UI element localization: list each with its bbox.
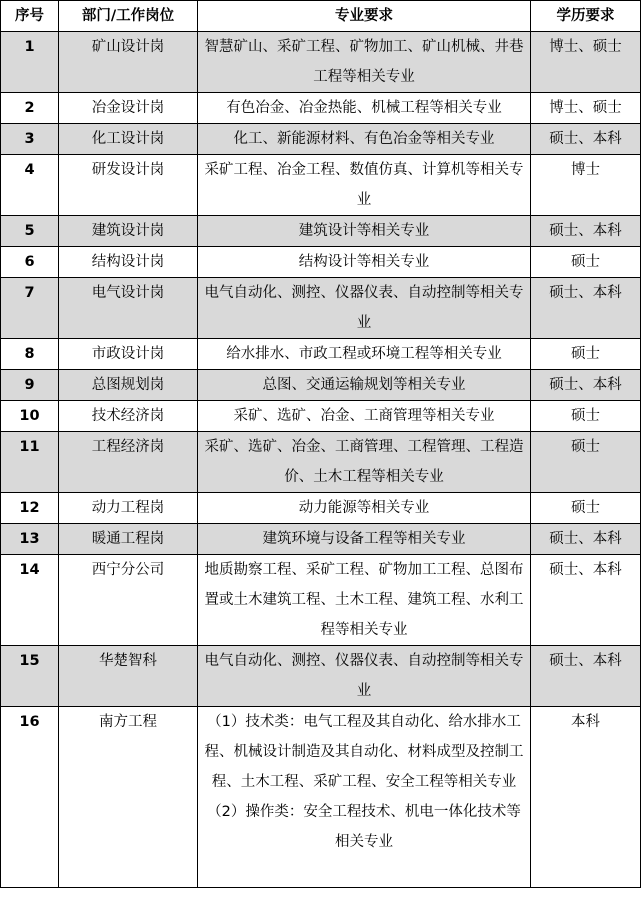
requirements-cell <box>198 124 531 155</box>
header-no: 序号 <box>1 1 59 32</box>
row-number: 1 <box>1 32 59 93</box>
header-dept: 部门/工作岗位 <box>59 1 198 32</box>
dept-cell: 华楚智科 <box>59 646 198 707</box>
row-number: 13 <box>1 524 59 555</box>
requirements-text: 智慧矿山、采矿工程、矿物加工、矿山机械、井巷工程等相关专业 <box>204 39 524 85</box>
education-cell: 硕士、本科 <box>531 124 641 155</box>
table-row <box>1 432 641 493</box>
table-row <box>1 32 641 93</box>
requirements-cell <box>198 370 531 401</box>
education-cell: 硕士、本科 <box>531 524 641 555</box>
table-row <box>1 524 641 555</box>
requirements-text: 结构设计等相关专业 <box>298 254 430 270</box>
dept-cell: 暖通工程岗 <box>59 524 198 555</box>
requirements-text: 化工、新能源材料、有色冶金等相关专业 <box>233 131 495 147</box>
table-row <box>1 370 641 401</box>
header-row <box>1 1 641 32</box>
dept-cell: 总图规划岗 <box>59 370 198 401</box>
table-row <box>1 707 641 888</box>
requirements-cell <box>198 93 531 124</box>
dept-cell: 结构设计岗 <box>59 247 198 278</box>
dept-cell: 建筑设计岗 <box>59 216 198 247</box>
education-cell: 硕士 <box>531 493 641 524</box>
requirements-cell <box>198 32 531 93</box>
dept-cell: 电气设计岗 <box>59 278 198 339</box>
requirements-cell <box>198 493 531 524</box>
dept-cell: 矿山设计岗 <box>59 32 198 93</box>
requirements-cell <box>198 555 531 646</box>
requirements-text: 采矿工程、冶金工程、数值仿真、计算机等相关专业 <box>204 162 524 208</box>
education-cell: 硕士 <box>531 401 641 432</box>
table-row <box>1 555 641 646</box>
requirements-cell <box>198 524 531 555</box>
row-number: 15 <box>1 646 59 707</box>
header-requirements: 专业要求 <box>198 1 531 32</box>
table-row <box>1 339 641 370</box>
row-number: 5 <box>1 216 59 247</box>
requirements-text: 有色冶金、冶金热能、机械工程等相关专业 <box>226 100 502 116</box>
education-cell: 硕士 <box>531 432 641 493</box>
row-number: 6 <box>1 247 59 278</box>
dept-cell: 研发设计岗 <box>59 155 198 216</box>
table-row <box>1 155 641 216</box>
dept-cell: 技术经济岗 <box>59 401 198 432</box>
requirements-cell <box>198 278 531 339</box>
row-number: 3 <box>1 124 59 155</box>
education-cell: 博士 <box>531 155 641 216</box>
education-cell: 博士、硕士 <box>531 32 641 93</box>
dept-cell: 南方工程 <box>59 707 198 888</box>
requirements-text: 采矿、选矿、冶金、工商管理等相关专业 <box>233 408 495 424</box>
row-number: 7 <box>1 278 59 339</box>
requirements-cell <box>198 247 531 278</box>
requirements-cell <box>198 646 531 707</box>
requirements-cell <box>198 707 531 888</box>
row-number: 4 <box>1 155 59 216</box>
table-body <box>1 32 641 888</box>
requirements-text: 电气自动化、测控、仪器仪表、自动控制等相关专业 <box>204 285 524 331</box>
row-number: 11 <box>1 432 59 493</box>
requirements-text: 总图、交通运输规划等相关专业 <box>262 377 466 393</box>
requirements-text: 给水排水、市政工程或环境工程等相关专业 <box>226 346 502 362</box>
table-row <box>1 278 641 339</box>
requirements-cell <box>198 432 531 493</box>
row-number: 12 <box>1 493 59 524</box>
row-number: 9 <box>1 370 59 401</box>
table-row <box>1 401 641 432</box>
requirements-cell <box>198 216 531 247</box>
table-row <box>1 216 641 247</box>
dept-cell: 工程经济岗 <box>59 432 198 493</box>
row-number: 14 <box>1 555 59 646</box>
header-education: 学历要求 <box>531 1 641 32</box>
requirements-text: 建筑设计等相关专业 <box>298 223 430 239</box>
requirements-cell <box>198 339 531 370</box>
table-row <box>1 124 641 155</box>
requirements-text: 动力能源等相关专业 <box>298 500 430 516</box>
education-cell: 硕士、本科 <box>531 278 641 339</box>
education-cell: 硕士 <box>531 339 641 370</box>
education-cell: 本科 <box>531 707 641 888</box>
education-cell: 硕士 <box>531 247 641 278</box>
education-cell: 硕士、本科 <box>531 555 641 646</box>
row-number: 2 <box>1 93 59 124</box>
requirements-text: 地质勘察工程、采矿工程、矿物加工工程、总图布置或土木建筑工程、土木工程、建筑工程、水利工程等相关专业 <box>204 562 524 638</box>
row-number: 8 <box>1 339 59 370</box>
education-cell: 硕士、本科 <box>531 370 641 401</box>
requirements-text: 采矿、选矿、冶金、工商管理、工程管理、工程造价、土木工程等相关专业 <box>204 439 524 485</box>
requirements-text: （2）操作类：安全工程技术、机电一体化技术等相关专业 <box>207 804 521 850</box>
row-number: 16 <box>1 707 59 888</box>
dept-cell: 市政设计岗 <box>59 339 198 370</box>
requirements-text: （1）技术类：电气工程及其自动化、给水排水工程、机械设计制造及其自动化、材料成型及控制工程、土木工程、采矿工程、安全工程等相关专业 <box>204 714 524 790</box>
education-cell: 博士、硕士 <box>531 93 641 124</box>
requirements-text: 电气自动化、测控、仪器仪表、自动控制等相关专业 <box>204 653 524 699</box>
requirements-text: 建筑环境与设备工程等相关专业 <box>262 531 466 547</box>
requirements-cell <box>198 155 531 216</box>
table-row <box>1 247 641 278</box>
dept-cell: 动力工程岗 <box>59 493 198 524</box>
table-row <box>1 646 641 707</box>
table-row <box>1 93 641 124</box>
dept-cell: 西宁分公司 <box>59 555 198 646</box>
table-row <box>1 493 641 524</box>
row-number: 10 <box>1 401 59 432</box>
education-cell: 硕士、本科 <box>531 646 641 707</box>
education-cell: 硕士、本科 <box>531 216 641 247</box>
requirements-cell <box>198 401 531 432</box>
dept-cell: 冶金设计岗 <box>59 93 198 124</box>
dept-cell: 化工设计岗 <box>59 124 198 155</box>
